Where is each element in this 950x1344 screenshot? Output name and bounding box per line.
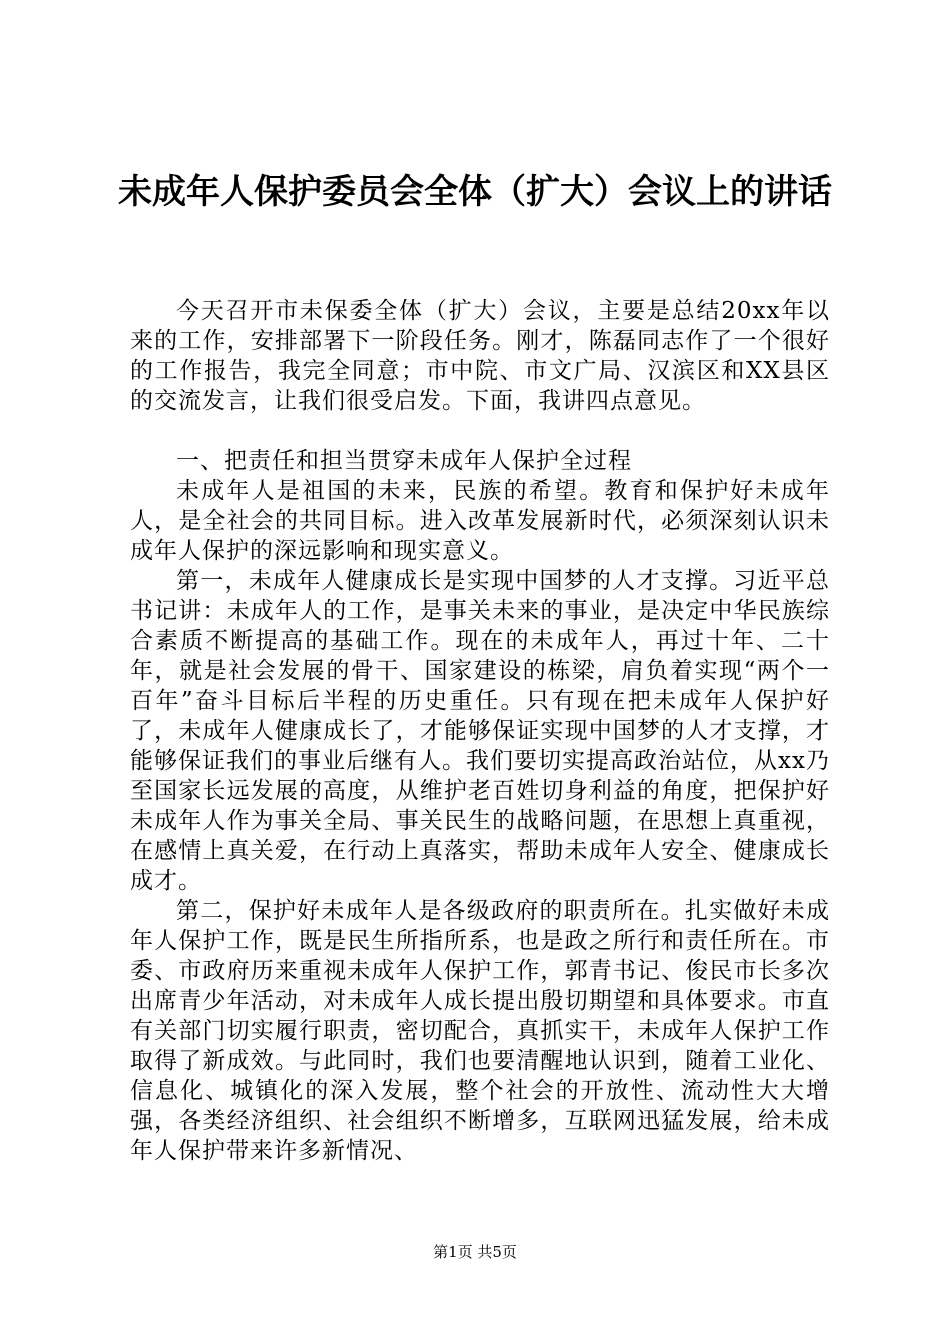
document-body bbox=[130, 296, 830, 1166]
paragraph-2: 第一，未成年人健康成长是实现中国梦的人才支撑。习近平总书记讲：未成年人的工作，是事关未来的事业，是决定中华民族综合素质不断提高的基础工作。现在的未成年人，再过十年、二十年，就是社会发展的骨干、国家建设的栋梁，肩负着实现“两个一百年”奋斗目标后半程的历史重任。只有现在把未成年人保护好了，未成年人健康成长了，才能够保证实现中国梦的人才支撑，才能够保证我们的事业后继有人。我们要切实提高政治站位，从xx乃至国家长远发展的高度，从维护老百姓切身利益的角度，把保护好未成年人作为事关全局、事关民生的战略问题，在思想上真重视，在感情上真关爱，在行动上真落实，帮助未成年人安全、健康成长成才。 bbox=[130, 568, 830, 894]
paragraph-intro: 今天召开市未保委全体（扩大）会议，主要是总结20xx年以来的工作，安排部署下一阶段任务。刚才，陈磊同志作了一个很好的工作报告，我完全同意；市中院、市文广局、汉滨区和XX县区的交流发言，让我们很受启发。下面，我讲四点意见。 bbox=[130, 298, 830, 414]
paragraph-3: 第二，保护好未成年人是各级政府的职责所在。扎实做好未成年人保护工作，既是民生所指所系，也是政之所行和责任所在。市委、市政府历来重视未成年人保护工作，郭青书记、俊民市长多次出席青少年活动，对未成年人成长提出殷切期望和具体要求。市直有关部门切实履行职责，密切配合，真抓实干，未成年人保护工作取得了新成效。与此同时，我们也要清醒地认识到，随着工业化、信息化、城镇化的深入发展，整个社会的开放性、流动性大大增强，各类经济组织、社会组织不断增多，互联网迅猛发展，给未成年人保护带来许多新情况、 bbox=[130, 898, 830, 1164]
paragraph-1: 未成年人是祖国的未来，民族的希望。教育和保护好未成年人，是全社会的共同目标。进入改革发展新时代，必须深刻认识未成年人保护的深远影响和现实意义。 bbox=[130, 478, 830, 564]
section-heading-1: 一、把责任和担当贯穿未成年人保护全过程 bbox=[176, 448, 632, 474]
page-footer: 第1页 共5页 bbox=[433, 1243, 517, 1261]
paragraph-gap bbox=[130, 416, 830, 446]
document-title: 未成年人保护委员会全体（扩大）会议上的讲话 bbox=[118, 172, 832, 212]
